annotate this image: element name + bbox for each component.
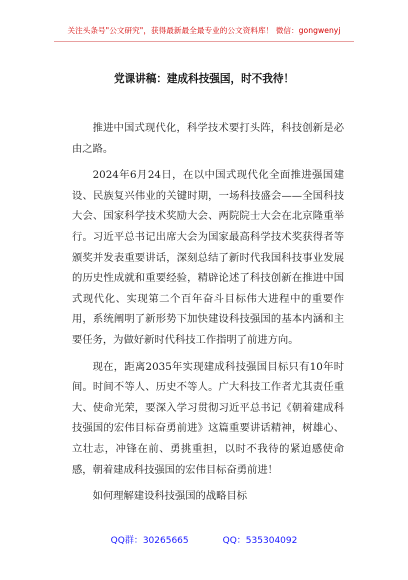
- footer-contacts: [0, 533, 408, 546]
- paragraph: 推进中国式现代化，科学技术要打头阵，科技创新是必由之路。: [72, 122, 344, 155]
- document-title: 党课讲稿：建成科技强国，时不我待！: [113, 73, 295, 85]
- document-body: [72, 118, 344, 513]
- header-divider: [54, 41, 354, 42]
- qq-number: QQ：535304092: [222, 536, 298, 546]
- qq-group-number: QQ群：30265665: [110, 536, 189, 546]
- paragraph: 现在，距离2035年实现建成科技强国目标只有10年时间。时间不等人、历史不等人。广大科技工作者尤其责任重大、使命光荣，要深入学习贯彻习近平总书记《朝着建成科技强国的宏伟目标奋勇前进》这篇重要讲话精神，树雄心、立壮志，冲锋在前、勇挑重担，以时不我待的紧迫感使命感，朝着建成科技强国的宏伟目标奋勇前进！: [72, 360, 344, 476]
- paragraph: 2024年6月24日，在以中国式现代化全面推进强国建设、民族复兴伟业的关键时期，一场科技盛会——全国科技大会、国家科学技术奖励大会、两院院士大会在北京隆重举行。习近平总书记出席大会为国家最高科学技术奖获得者等颁奖并发表重要讲话，深刻总结了新时代我国科技事业发展的历史性成就和重要经验，精辟论述了科技创新在推进中国式现代化、实现第二个百年奋斗目标伟大进程中的重要作用，系统阐明了新形势下加快建设科技强国的基本内涵和主要任务，为做好新时代科技工作指明了前进方向。: [72, 169, 344, 346]
- section-heading: 如何理解建设科技强国的战略目标: [92, 490, 248, 503]
- header-note: 关注头条号"公文研究"，获得最新最全最专业的公文资料库！ 微信：gongwenyj: [67, 26, 341, 35]
